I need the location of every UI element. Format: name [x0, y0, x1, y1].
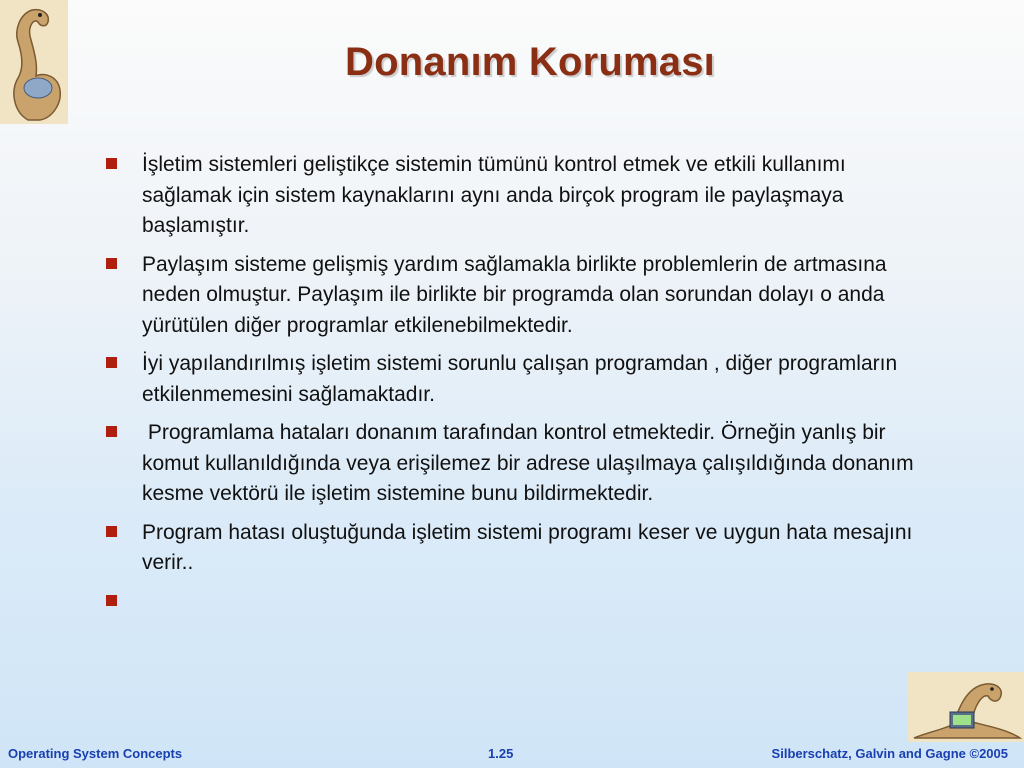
square-bullet-icon [106, 526, 117, 537]
square-bullet-icon [106, 426, 117, 437]
list-item [104, 518, 914, 579]
bullet-text: Programlama hataları donanım tarafından kontrol etmektedir. Örneğin yanlış bir komut kullanıldığında veya erişilemez bir adrese ulaşılmaya çalışıldığında donanım kesme vektörü ile işletim sistemine bunu bildirmektedir. [142, 421, 920, 505]
bullet-text: Program hatası oluştuğunda işletim sistemi programı keser ve uygun hata mesajını verir.. [142, 520, 913, 574]
square-bullet-icon [106, 158, 117, 169]
list-item [104, 418, 920, 510]
list-item [104, 250, 914, 342]
footer-course-title: Operating System Concepts [8, 746, 183, 761]
square-bullet-icon [106, 357, 117, 368]
list-item [104, 349, 914, 410]
bullet-text: İşletim sistemleri geliştikçe sistemin tümünü kontrol etmek ve etkili kullanımı sağlamak için sistem kaynaklarını aynı anda birçok program ile paylaşmaya başlamıştır. [142, 153, 846, 237]
square-bullet-icon [106, 258, 117, 269]
footer-copyright: Silberschatz, Galvin and Gagne ©2005 [771, 746, 1008, 761]
square-bullet-icon [106, 595, 117, 606]
list-item [104, 150, 914, 242]
bullet-text: İyi yapılandırılmış işletim sistemi sorunlu çalışan programdan , diğer programların etkilenmemesini sağlamaktadır. [142, 352, 898, 406]
bullet-list [104, 150, 920, 625]
footer-page-number: 1.25 [488, 746, 514, 761]
slide-title: Donanım Koruması [345, 40, 715, 84]
bullet-text: Paylaşım sisteme gelişmiş yardım sağlamakla birlikte problemlerin de artmasına neden olmuştur. Paylaşım ile birlikte bir programda olan sorundan dolayı o anda yürütülen diğer programlar etkilenebilmektedir. [142, 252, 887, 337]
dinosaur-computer-icon [908, 672, 1024, 742]
list-item [104, 587, 914, 617]
